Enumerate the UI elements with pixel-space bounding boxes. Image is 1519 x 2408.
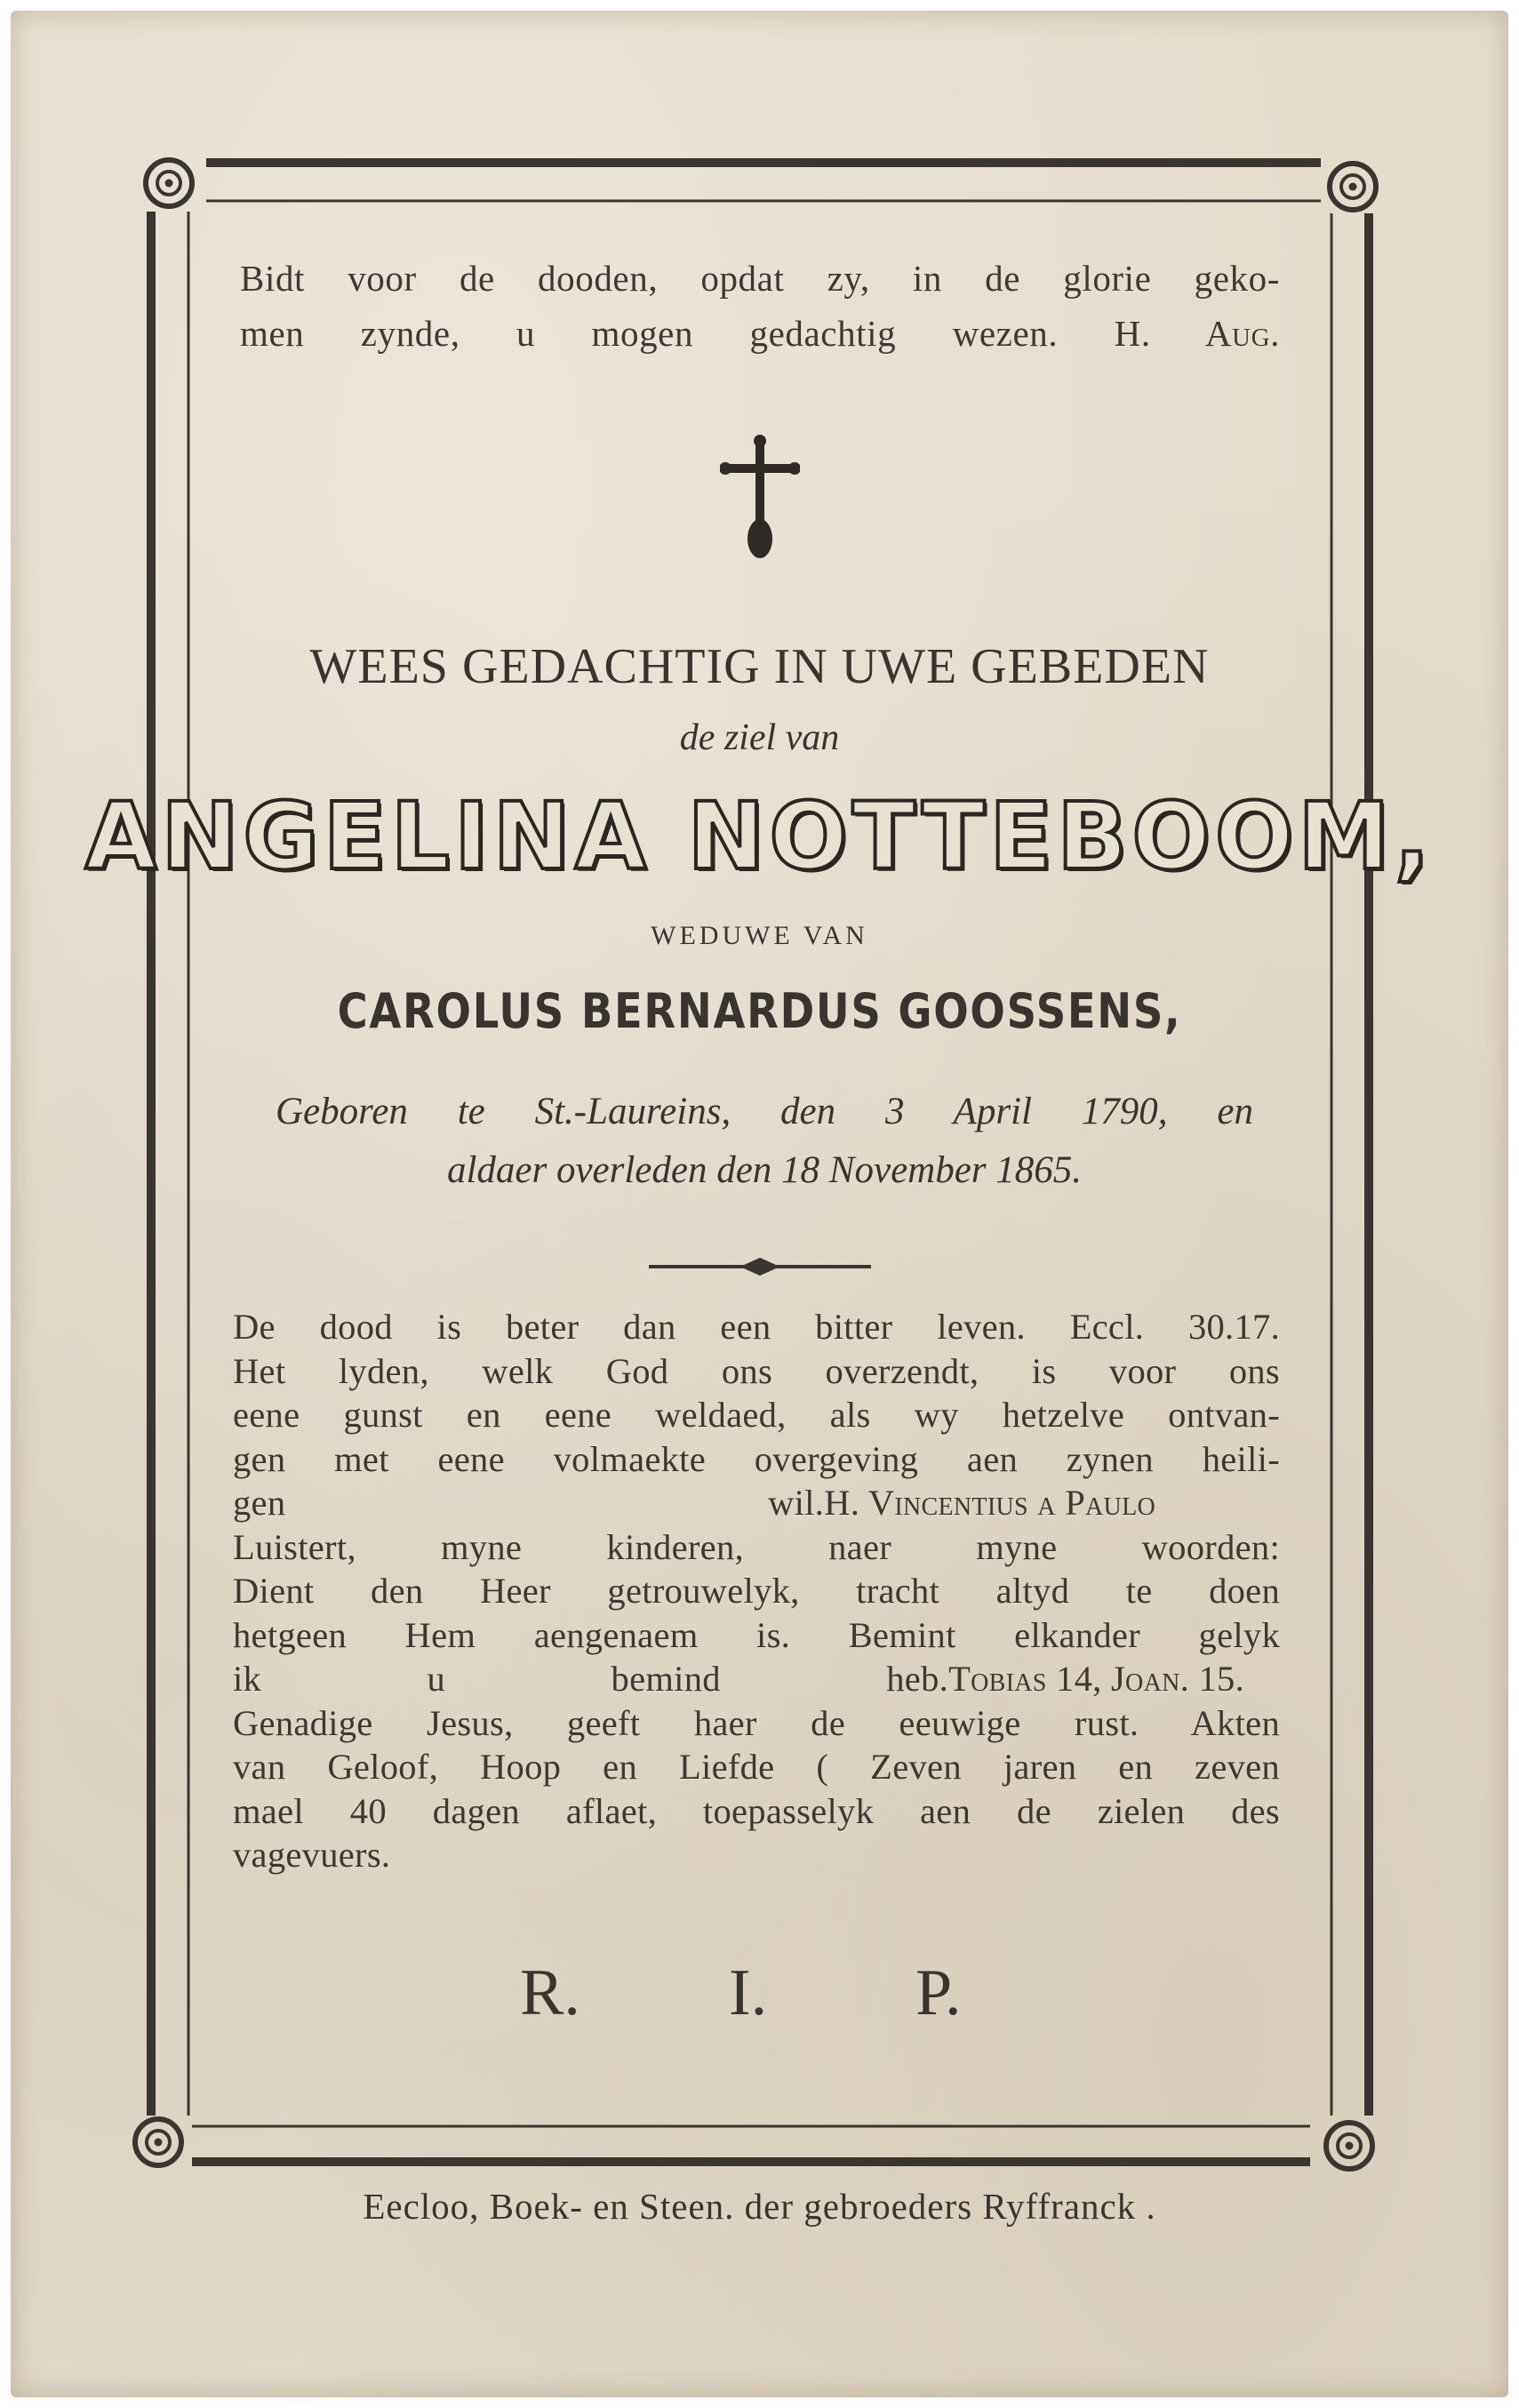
death-line: aldaer overleden den 18 November 1865.	[446, 1149, 1083, 1191]
text-line: gen met eene volmaekte overgeving aen zynen heili-	[233, 1438, 1280, 1479]
text-line: eene gunst en eene weldaed, als wy hetzelve ontvan-	[233, 1395, 1280, 1435]
quote-source: H. Vincentius a Paulo	[824, 1483, 1155, 1523]
text-line: hetgeen Hem aengenaem is. Bemint elkander gelyk	[233, 1614, 1280, 1655]
text-line: De dood is beter dan een bitter leven. Eccl. 30.17.	[233, 1307, 1280, 1347]
prayer-heading: WEES GEDACHTIG IN UWE GEBEDEN	[309, 639, 1210, 694]
birth-line: Geboren te St.-Laureins, den 3 April 1790, en	[276, 1091, 1253, 1132]
text-line: Dient den Heer getrouwelyk, tracht altyd te doen	[233, 1571, 1280, 1611]
text-fragment: gen wil.	[233, 1483, 825, 1523]
text-line: Het lyden, welk God ons overzendt, is voor ons	[233, 1350, 1280, 1391]
widow-label: WEDUWE VAN	[651, 921, 868, 950]
husband-name: CAROLUS BERNARDUS GOOSSENS,	[337, 983, 1182, 1039]
text-line: Luistert, myne kinderen, naer myne woorden:	[233, 1526, 1280, 1567]
text-line: mael 40 dagen aflaet, toepasselyk aen de zielen des	[233, 1790, 1280, 1831]
rip-letter: I.	[729, 1956, 768, 2029]
epigraph	[240, 251, 1280, 361]
cross-icon	[720, 434, 800, 567]
text-fragment: ik u bemind heb.	[233, 1659, 949, 1699]
text-line: Genadige Jesus, geeft haer de eeuwige rust. Akten	[233, 1702, 1280, 1743]
text-line: van Geloof, Hoop en Liefde ( Zeven jaren en zeven	[233, 1747, 1280, 1787]
rip-letter: P.	[915, 1956, 962, 2029]
epigraph-line-1: Bidt voor de dooden, opdat zy, in de glorie geko-	[240, 258, 1280, 299]
quote-source: Tobias 14, Joan. 15.	[948, 1659, 1244, 1699]
epigraph-source: H. Aug.	[1114, 313, 1280, 354]
rip-letter: R.	[520, 1956, 580, 2029]
epigraph-text: men zynde, u mogen gedachtig wezen.	[240, 313, 1059, 354]
soul-of-label: de ziel van	[679, 717, 840, 758]
prayer-text	[233, 1305, 1280, 1877]
deceased-name: ANGELINA NOTTEBOOM,	[84, 782, 1435, 891]
printer-imprint: Eecloo, Boek- en Steen. der gebroeders Ryffranck .	[363, 2186, 1156, 2227]
epigraph-line-2	[240, 306, 1280, 361]
ornamental-divider	[649, 1253, 871, 1280]
text-line	[233, 1481, 1280, 1525]
text-line: vagevuers.	[233, 1835, 391, 1875]
birth-death-details	[276, 1083, 1253, 1200]
text-line	[233, 1657, 1280, 1701]
